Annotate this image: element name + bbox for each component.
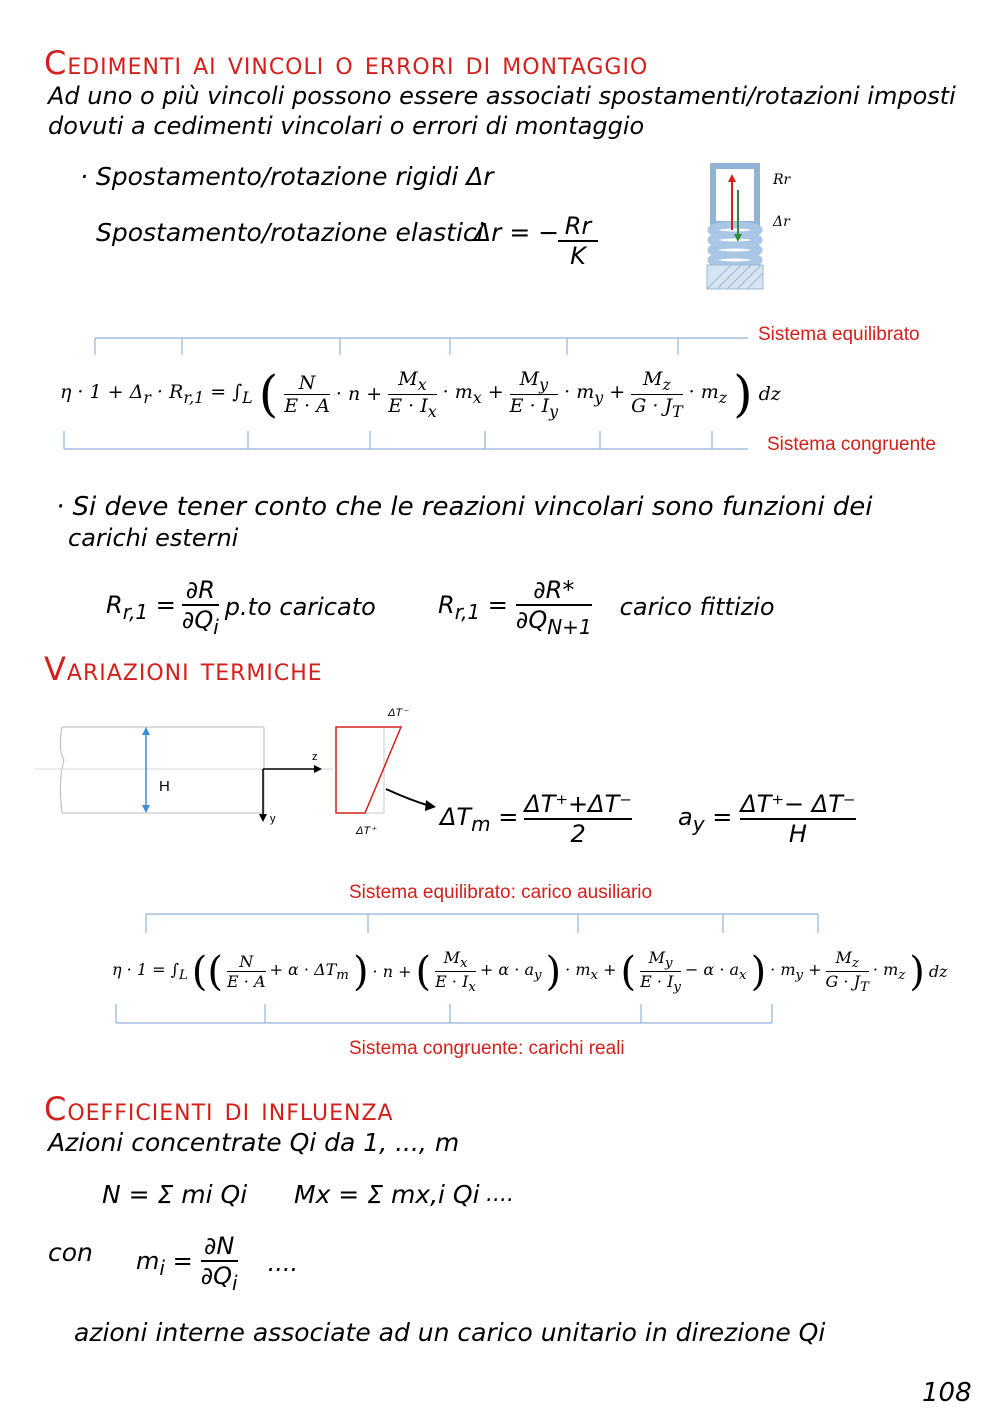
- label-z: z: [312, 751, 318, 763]
- label-carichi-reali: Sistema congruente: carichi reali: [349, 1038, 625, 1059]
- label-sistema-congruente: Sistema congruente: [767, 434, 936, 455]
- formula-Mx: Mx = Σ mx,i Qi: [294, 1180, 480, 1209]
- equation-2: $\eta \cdot 1 = \int_L$ (( N E · A + $\alpha \cdot \Delta T_m$ ) · n + ( $M_x$ $E \cdot I_x$ + $\alpha \cdot a_y$ ) · $m_x$ + ( $M_y$ $E \cdot I_y$ − $\alpha \cdot a_x$ ) · $m_y$ + $\frac{M_z}{G \cdot J_T}$ · $m_z$ ) dz: [112, 948, 948, 996]
- text-line: dovuti a cedimenti vincolari o errori di montaggio: [48, 112, 645, 140]
- elastic-fraction: Rr K: [558, 212, 598, 270]
- section-title-coefficienti-influenza: Coefficienti di influenza: [44, 1090, 394, 1128]
- bullet-rigid: · Spostamento/rotazione rigidi Δr: [80, 162, 494, 191]
- bullet-reazioni-line2: carichi esterni: [68, 524, 239, 552]
- note-carico-fittizio: carico fittizio: [619, 593, 775, 622]
- text-line: Ad uno o più vincoli possono essere associati spostamenti/rotazioni imposti: [48, 82, 956, 110]
- note-punto-caricato: p.to caricato: [224, 593, 376, 622]
- section-title-variazioni-termiche: Variazioni termiche: [44, 650, 323, 688]
- label-H: H: [159, 778, 170, 795]
- text-azioni-concentrate: Azioni concentrate Qi da 1, ..., m: [48, 1128, 460, 1157]
- formula-mi: $m_i$ = $\frac{\partial N}{\partial Q_i}$ ....: [136, 1232, 299, 1295]
- label-carico-ausiliario: Sistema equilibrato: carico ausiliario: [349, 882, 653, 903]
- label-dT-minus: ΔT⁻: [388, 707, 408, 719]
- spring-label-R: Rr: [773, 172, 791, 188]
- formula-N: N = Σ mi Qi: [102, 1180, 248, 1209]
- equation-1: $\eta \cdot 1 + \Delta_r \cdot R_{r,1} = \int_L$ ( N E · A · n + $\frac{M_x}{E \cdot I_x}$ · $m_x$ + $\frac{M_y}{E \cdot I_y}$ · $m_y$ + $\frac{M_z}{G \cdot J_T}$ · $m_z$ ) dz: [60, 365, 781, 424]
- label-y: y: [270, 813, 276, 825]
- formula-dTm: $\Delta T_m$ = $\frac{\Delta T^++\Delta T^-}{2}$: [440, 790, 632, 848]
- formula-Rr-right: $R_{r,1}$ = $\frac{\partial R*}{\partial Q_{N+1}}$ carico fittizio: [438, 576, 775, 639]
- section-title-cedimenti: Cedimenti ai vincoli o errori di montaggio: [44, 44, 649, 82]
- label-dT-plus: ΔT⁺: [356, 825, 376, 837]
- elastic-formula: Δr = −: [474, 218, 560, 247]
- dots-2: ....: [267, 1249, 299, 1278]
- formula-Rr-left: $R_{r,1}$ = $\frac{\partial R}{\partial Q_i}$ p.to caricato: [106, 576, 376, 639]
- text-azioni-interne: azioni interne associate ad un carico unitario in direzione Qi: [74, 1318, 826, 1347]
- label-sistema-equilibrato: Sistema equilibrato: [758, 324, 920, 345]
- dots: ....: [486, 1182, 514, 1207]
- page-number: 108: [922, 1378, 972, 1408]
- text-con: con: [48, 1238, 93, 1267]
- spring-label-D: Δr: [773, 214, 790, 230]
- elastic-label: Spostamento/rotazione elastici: [96, 218, 484, 247]
- bullet-reazioni: · Si deve tener conto che le reazioni vincolari sono funzioni dei: [56, 492, 873, 522]
- formula-ay: $a_y$ = $\frac{\Delta T^+- \Delta T^-}{H}$: [678, 790, 856, 848]
